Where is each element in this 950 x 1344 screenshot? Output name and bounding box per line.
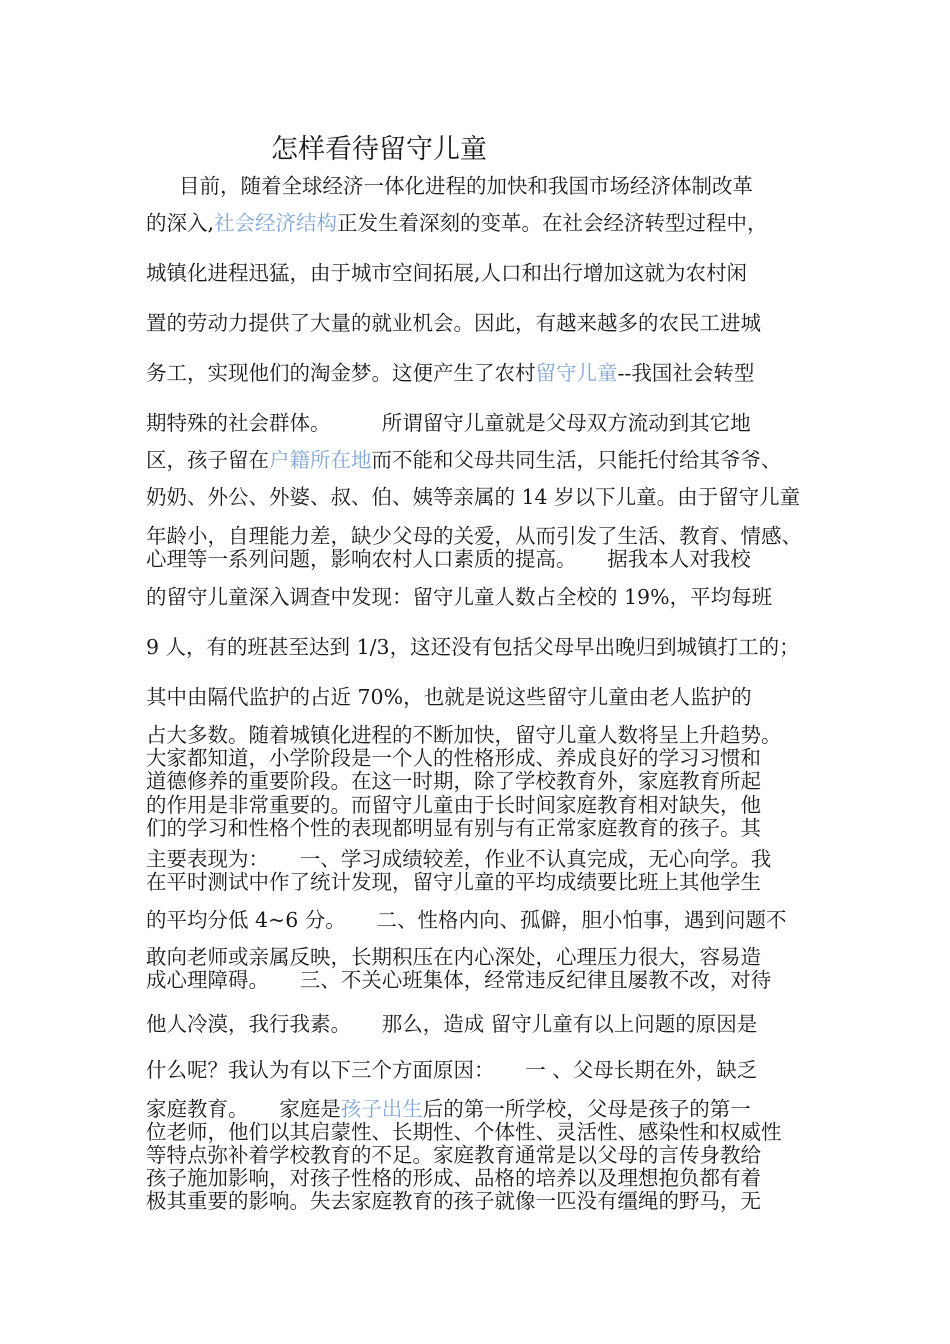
text-segment: 置的劳动力提供了大量的就业机会。因此，有越来越多的农民工进城 xyxy=(146,311,761,335)
paragraph-line xyxy=(146,869,761,895)
paragraph-line xyxy=(146,815,761,841)
text-segment: 在平时测试中作了统计发现，留守儿童的平均成绩要比班上其他学生 xyxy=(146,870,761,894)
text-segment: 他人冷漠，我行我素。 那么，造成 留守儿童有以上问题的原因是 xyxy=(146,1012,758,1036)
hyperlink[interactable]: 户籍所在地 xyxy=(269,448,372,472)
paragraph-line xyxy=(146,210,768,236)
text-segment: 什么呢？我认为有以下三个方面原因： 一 、父母长期在外，缺乏 xyxy=(146,1058,758,1082)
paragraph-line xyxy=(146,410,751,436)
text-segment: 区，孩子留在 xyxy=(146,448,269,472)
text-segment: 正发生着深刻的变革。在社会经济转型过程中， xyxy=(337,211,768,235)
paragraph-line xyxy=(146,584,772,610)
text-segment: 极其重要的影响。失去家庭教育的孩子就像一匹没有缰绳的野马，无 xyxy=(146,1189,761,1213)
text-segment: 占大多数。随着城镇化进程的不断加快，留守儿童人数将呈上升趋势。 xyxy=(146,723,782,747)
text-segment: 目前，随着全球经济一体化进程的加快和我国市场经济体制改革 xyxy=(179,174,753,198)
text-segment: 道德修养的重要阶段。在这一时期，除了学校教育外，家庭教育所起 xyxy=(146,769,761,793)
text-segment: 其中由隔代监护的占近 70%，也就是说这些留守儿童由老人监护的 xyxy=(146,685,752,709)
text-segment: --我国社会转型 xyxy=(617,361,755,385)
text-segment: 期特殊的社会群体。 所谓留守儿童就是父母双方流动到其它地 xyxy=(146,411,751,435)
text-segment: 主要表现为： 一、学习成绩较差，作业不认真完成，无心向学。我 xyxy=(146,847,772,871)
text-segment: 的深入, xyxy=(146,211,215,235)
text-segment: 大家都知道，小学阶段是一个人的性格形成、养成良好的学习习惯和 xyxy=(146,746,761,770)
text-segment: 孩子施加影响，对孩子性格的形成、品格的培养以及理想抱负都有着 xyxy=(146,1166,761,1190)
text-segment: 务工，实现他们的淘金梦。这便产生了农村 xyxy=(146,361,536,385)
text-segment: 年龄小，自理能力差，缺少父母的关爱，从而引发了生活、教育、情感、 xyxy=(146,524,802,548)
text-segment: 敢向老师或亲属反映，长期积压在内心深处，心理压力很大，容易造 xyxy=(146,945,761,969)
paragraph-line xyxy=(146,907,787,933)
hyperlink[interactable]: 留守儿童 xyxy=(535,361,618,385)
text-segment: 而不能和父母共同生活，只能托付给其爷爷、 xyxy=(371,448,782,472)
text-segment: 心理等一系列问题，影响农村人口素质的提高。 据我本人对我校 xyxy=(146,547,751,571)
paragraph-line xyxy=(146,1188,761,1214)
text-segment: 9 人，有的班甚至达到 1/3，这还没有包括父母早出晚归到城镇打工的； xyxy=(146,635,800,659)
paragraph-line xyxy=(146,310,761,336)
paragraph-line xyxy=(146,967,771,993)
text-segment: 的作用是非常重要的。而留守儿童由于长时间家庭教育相对缺失，他 xyxy=(146,793,761,817)
text-segment: 奶奶、外公、外婆、叔、伯、姨等亲属的 14 岁以下儿童。由于留守儿童 xyxy=(146,485,801,509)
paragraph-line xyxy=(146,768,761,794)
text-segment: 的留守儿童深入调查中发现：留守儿童人数占全校的 19%，平均每班 xyxy=(146,585,773,609)
paragraph-line xyxy=(146,634,800,660)
paragraph-line xyxy=(146,260,747,286)
text-segment: 们的学习和性格个性的表现都明显有别与有正常家庭教育的孩子。其 xyxy=(146,816,761,840)
paragraph-line xyxy=(146,546,751,572)
paragraph-line xyxy=(146,1011,757,1037)
hyperlink[interactable]: 社会经济结构 xyxy=(214,211,338,235)
text-segment: 城镇化进程迅猛，由于城市空间拓展,人口和出行增加这就为农村闲 xyxy=(146,261,748,285)
paragraph-line xyxy=(146,684,752,710)
text-segment: 的平均分低 4~6 分。 二、性格内向、孤僻，胆小怕事，遇到问题不 xyxy=(146,908,787,932)
paragraph-line xyxy=(146,447,782,473)
hyperlink[interactable]: 孩子出生 xyxy=(340,1097,423,1121)
paragraph-line xyxy=(146,484,800,510)
document-title: 怎样看待留守儿童 xyxy=(271,134,487,165)
paragraph-line xyxy=(146,360,754,386)
text-segment: 等特点弥补着学校教育的不足。家庭教育通常是以父母的言传身教给 xyxy=(146,1143,761,1167)
paragraph-line xyxy=(146,1057,757,1083)
text-segment: 家庭教育。 家庭是 xyxy=(146,1097,341,1121)
text-segment: 成心理障碍。 三、不关心班集体，经常违反纪律且屡教不改，对待 xyxy=(146,968,772,992)
paragraph-line xyxy=(179,173,753,199)
text-segment: 后的第一所学校，父母是孩子的第一 xyxy=(422,1097,751,1121)
text-segment: 位老师，他们以其启蒙性、长期性、个体性、灵活性、感染性和权威性 xyxy=(146,1120,782,1144)
